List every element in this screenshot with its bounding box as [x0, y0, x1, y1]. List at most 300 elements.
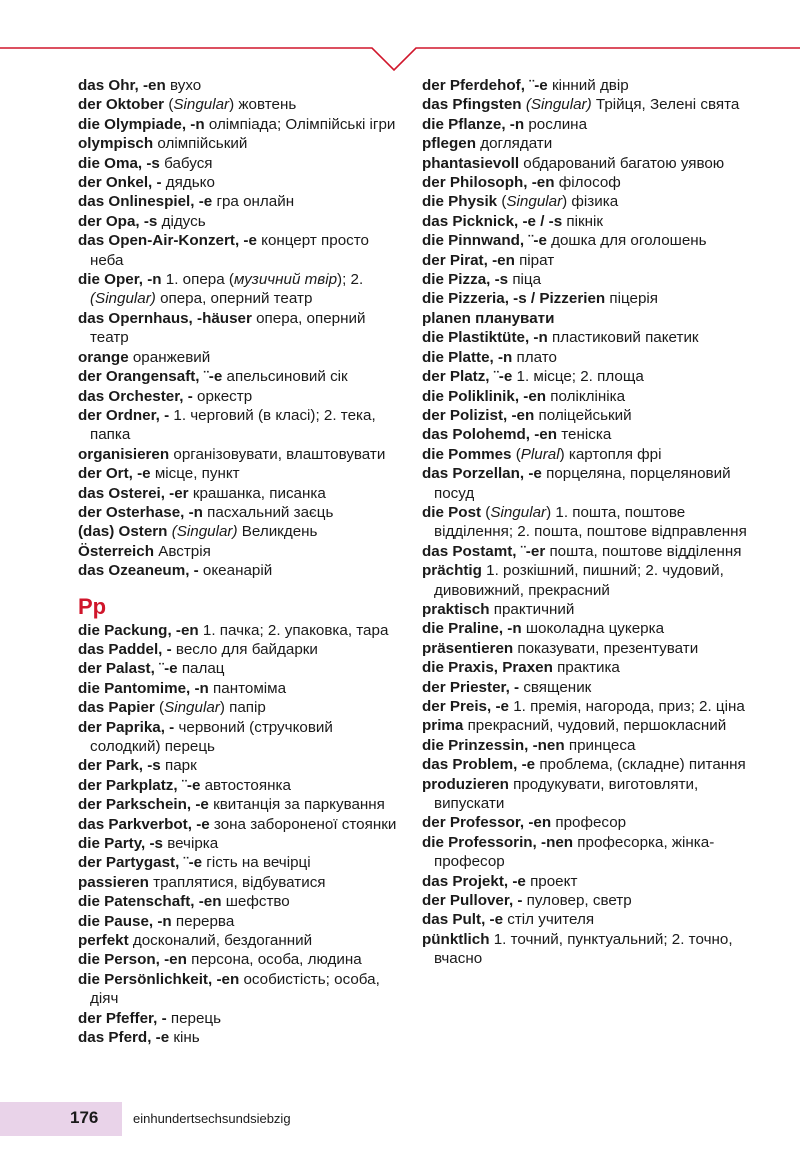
entry-grammar: -en	[487, 251, 515, 269]
entry-headword: die Platte,	[422, 348, 494, 366]
dictionary-entry	[78, 950, 400, 969]
entry-headword: die Physik	[422, 193, 498, 211]
entry-headword: der Partygast,	[78, 854, 180, 872]
entry-translation: поліцейський	[534, 406, 632, 424]
dictionary-entry	[78, 484, 400, 503]
entry-translation: зона забороненої стоянки	[209, 815, 397, 833]
dictionary-entry	[78, 815, 400, 834]
entry-headword: der Ordner,	[78, 406, 160, 424]
entry-translation: (Singular) Трійця, Зелені свята	[525, 96, 740, 114]
entry-translation: 1. черговий (в класі); 2. тека, папка	[90, 406, 376, 444]
entry-translation: проект	[525, 872, 578, 890]
dictionary-entry	[78, 76, 400, 95]
entry-translation: особистість; особа, діяч	[90, 970, 380, 1008]
entry-headword: der Orangensaft,	[78, 368, 200, 386]
entry-translation: парк	[160, 757, 197, 775]
entry-translation: шефство	[221, 893, 290, 911]
dictionary-entry	[422, 639, 752, 658]
entry-headword: das Onlinespiel,	[78, 193, 195, 211]
entry-translation: океанарій	[198, 562, 273, 580]
dictionary-entry	[78, 1009, 400, 1028]
entry-translation: вухо	[165, 77, 202, 94]
entry-headword: das Open-Air-Konzert,	[78, 232, 240, 250]
entry-headword: Österreich	[78, 542, 154, 560]
entry-translation: плато	[512, 348, 557, 366]
dictionary-entry	[78, 270, 400, 309]
entry-translation: пуловер, светр	[522, 892, 632, 910]
entry-headword: die Persönlichkeit,	[78, 970, 213, 988]
dictionary-entry	[422, 542, 752, 561]
dictionary-entry	[422, 173, 752, 192]
entry-grammar: -	[157, 1009, 167, 1027]
dictionary-entry	[422, 289, 752, 308]
entry-grammar: -n	[153, 912, 172, 930]
entry-translation: (Plural) картопля фрі	[511, 445, 662, 463]
dictionary-entry	[78, 154, 400, 173]
dictionary-entry	[78, 212, 400, 231]
page-number: 176	[70, 1108, 99, 1127]
entry-headword: das Pferd,	[78, 1029, 152, 1047]
entry-grammar: -en	[530, 426, 558, 444]
dictionary-entry	[422, 348, 752, 367]
entry-translation: стіл учителя	[503, 911, 595, 929]
entry-grammar: ¨-e	[524, 77, 548, 94]
dictionary-entry	[422, 658, 752, 677]
entry-translation: практика	[552, 659, 620, 677]
entry-headword: die Pflanze,	[422, 115, 506, 133]
entry-grammar: ¨-e	[199, 368, 223, 386]
entry-headword: die Oma,	[78, 154, 143, 172]
dictionary-entry	[78, 522, 400, 541]
entry-headword: der Palast,	[78, 660, 155, 678]
entry-translation: олімпійський	[153, 135, 248, 153]
entry-translation: прекрасний, чудовий, першокласний	[463, 717, 727, 735]
entry-headword: das Pult,	[422, 911, 486, 929]
dictionary-entry	[422, 736, 752, 755]
entry-headword: pflegen	[422, 135, 477, 153]
entry-grammar: -en	[194, 893, 222, 911]
dictionary-entry	[78, 445, 400, 464]
entries-o	[78, 76, 400, 581]
entry-headword: (das) Ostern	[78, 523, 168, 541]
entry-translation: бабуся	[159, 154, 213, 172]
entry-grammar: -en	[212, 970, 240, 988]
entry-headword: das Opernhaus,	[78, 309, 193, 327]
entry-translation: квитанція за паркування	[208, 796, 385, 814]
entry-translation: траплятися, відбуватися	[148, 873, 326, 891]
entry-translation: гра онлайн	[212, 193, 295, 211]
dictionary-entry	[422, 813, 752, 832]
entry-translation: весло для байдарки	[171, 640, 318, 658]
dictionary-entry	[422, 678, 752, 697]
dictionary-entry	[422, 755, 752, 774]
entry-headword: der Pferdehof,	[422, 77, 525, 94]
dictionary-entry	[78, 115, 400, 134]
entry-grammar: -e	[132, 465, 151, 483]
entry-headword: die Pantomime,	[78, 679, 191, 697]
dictionary-entry	[78, 231, 400, 270]
dictionary-entry	[78, 367, 400, 386]
entry-translation: автостоянка	[200, 776, 291, 794]
entry-grammar: ¨-e	[177, 776, 201, 794]
entry-translation: кінний двір	[547, 77, 629, 94]
entry-grammar: -s	[145, 835, 163, 853]
entry-grammar: -	[162, 640, 172, 658]
entry-grammar: -s	[490, 271, 509, 289]
entry-headword: olympisch	[78, 135, 154, 153]
entry-grammar: -s	[139, 212, 158, 230]
dictionary-entry	[78, 970, 400, 1009]
entry-grammar: -	[509, 678, 520, 696]
entry-headword: der Opa,	[78, 212, 140, 230]
entry-headword: passieren	[78, 873, 149, 891]
entry-headword: das Paddel,	[78, 640, 163, 658]
entry-translation: пластиковий пакетик	[547, 329, 699, 347]
dictionary-entry	[78, 659, 400, 678]
entry-translation: Австрія	[153, 542, 211, 560]
entry-headword: das Porzellan,	[422, 465, 525, 483]
entries-p	[78, 621, 400, 1048]
entry-headword: organisieren	[78, 445, 170, 463]
entry-grammar: ¨-e	[524, 232, 547, 250]
dictionary-entry	[422, 464, 752, 503]
dictionary-entry	[422, 697, 752, 716]
entry-grammar: -n	[190, 679, 209, 697]
entry-headword: pünktlich	[422, 930, 490, 948]
entry-translation: оркестр	[192, 387, 253, 405]
entry-translation: оранжевий	[128, 348, 211, 366]
dictionary-entry	[78, 621, 400, 640]
entry-headword: prima	[422, 717, 464, 735]
entry-headword: das Problem,	[422, 756, 518, 774]
entry-translation: пошта, поштове відділення	[545, 542, 742, 560]
dictionary-entry	[78, 542, 400, 561]
entry-headword: der Pfeffer,	[78, 1009, 158, 1027]
entry-grammar: -e	[485, 911, 504, 929]
entry-grammar: ¨-e	[179, 854, 203, 872]
entry-headword: der Priester,	[422, 678, 510, 696]
entry-translation: теніска	[557, 426, 612, 444]
dictionary-entry	[78, 698, 400, 717]
entry-translation: кінь	[169, 1029, 200, 1047]
entry-grammar: -e / -s	[518, 212, 563, 230]
entry-headword: das Osterei,	[78, 484, 165, 502]
entry-translation: 1. місце; 2. площа	[512, 368, 644, 386]
entry-headword: die Prinzessin,	[422, 736, 529, 754]
entry-headword: der Oktober	[78, 96, 165, 114]
entry-headword: die Patenschaft,	[78, 893, 195, 911]
entry-translation: поліклініка	[546, 387, 626, 405]
dictionary-entry	[422, 115, 752, 134]
entry-grammar: -en	[527, 174, 555, 192]
dictionary-entry	[78, 679, 400, 698]
entry-translation: червоний (стручковий солодкий) перець	[90, 718, 333, 755]
entry-headword: das Projekt,	[422, 872, 509, 890]
entry-headword: die Oper,	[78, 271, 143, 289]
entry-translation: проблема, (складне) питання	[535, 756, 746, 774]
entry-translation: перерва	[171, 912, 235, 930]
entry-headword: die Plastiktüte,	[422, 329, 530, 347]
dictionary-entry	[78, 795, 400, 814]
left-column	[78, 76, 400, 1048]
dictionary-entry	[422, 872, 752, 891]
entry-translation: принцеса	[564, 736, 636, 754]
footer-band	[0, 1102, 122, 1136]
entry-headword: der Park,	[78, 757, 144, 775]
entry-translation: 1. пачка; 2. упаковка, тара	[198, 621, 389, 639]
entry-grammar: ¨-er	[516, 542, 546, 560]
entry-headword: der Ort,	[78, 465, 133, 483]
entry-translation: продукувати, виготовляти, випускати	[434, 775, 699, 813]
entry-translation: олімпіада; Олімпійські ігри	[204, 115, 396, 133]
dictionary-entry	[422, 270, 752, 289]
dictionary-entry	[78, 931, 400, 950]
dictionary-entry	[78, 387, 400, 406]
dictionary-entry	[422, 134, 752, 153]
entry-headword: der Osterhase,	[78, 503, 185, 521]
entry-grammar: -e	[517, 756, 536, 774]
entry-grammar: -n	[186, 115, 205, 133]
dictionary-entry	[422, 833, 752, 872]
entry-translation: рослина	[524, 115, 588, 133]
entry-headword: das Orchester,	[78, 387, 184, 405]
entry-headword: produzieren	[422, 775, 509, 793]
entry-headword: das Parkverbot,	[78, 815, 192, 833]
entry-grammar: -s	[142, 154, 160, 172]
entry-grammar: -e	[239, 232, 257, 250]
entry-grammar: -er	[164, 484, 189, 502]
dictionary-entry	[422, 619, 752, 638]
entry-translation: гість на вечірці	[202, 854, 311, 872]
entry-translation: дідусь	[157, 212, 206, 230]
entry-translation: пірат	[514, 251, 555, 269]
entry-grammar: -s	[143, 757, 161, 775]
entry-translation: піца	[508, 271, 542, 289]
dictionary-entry	[78, 1028, 400, 1047]
entry-headword: die Poliklinik,	[422, 387, 520, 405]
dictionary-entry	[78, 912, 400, 931]
dictionary-entry	[422, 212, 752, 231]
dictionary-entry	[78, 406, 400, 445]
entry-translation: пантоміма	[208, 679, 287, 697]
right-column	[422, 76, 752, 969]
entry-translation: концерт просто неба	[90, 232, 369, 269]
entry-grammar: планувати	[470, 309, 555, 327]
entry-grammar: -	[189, 562, 199, 580]
entry-grammar: -e	[491, 698, 509, 715]
entry-translation: (Singular) Великдень	[171, 523, 318, 541]
entry-grammar: -e	[508, 872, 526, 890]
entry-translation: апельсиновий сік	[222, 368, 348, 386]
entry-headword: prächtig	[422, 562, 482, 580]
entry-translation: піцерія	[605, 290, 659, 308]
entry-headword: orange	[78, 348, 129, 366]
entry-grammar: -s / Pizzerien	[508, 290, 606, 308]
entry-translation: організовувати, влаштовувати	[169, 445, 386, 463]
dictionary-entry	[422, 775, 752, 814]
entry-grammar: -	[183, 387, 193, 405]
entry-translation: професор	[551, 814, 627, 832]
entry-headword: das Papier	[78, 699, 155, 717]
dictionary-entry	[78, 464, 400, 483]
dictionary-entry	[422, 561, 752, 600]
entry-grammar: -e	[191, 815, 210, 833]
entry-translation: обдарований багатою уявою	[519, 154, 725, 172]
entry-translation: 1. опера (музичний твір); 2. (Singular) опера, оперний театр	[90, 271, 364, 308]
entry-grammar: -en	[138, 77, 166, 94]
entry-grammar: -en	[159, 951, 187, 969]
entry-translation: (Singular) папір	[154, 699, 266, 717]
entry-translation: пасхальний заєць	[202, 503, 334, 521]
dictionary-entry	[78, 853, 400, 872]
entry-headword: präsentieren	[422, 639, 514, 657]
dictionary-entry	[78, 348, 400, 367]
entry-headword: das Postamt,	[422, 542, 517, 560]
dictionary-entry	[422, 95, 752, 114]
entry-headword: der Preis,	[422, 698, 492, 715]
entry-translation: 1. розкішний, пишний; 2. чудовий, дивовижний, прекрасний	[434, 562, 724, 599]
entry-grammar: -n	[184, 503, 203, 521]
entry-headword: phantasievoll	[422, 154, 520, 172]
entry-headword: die Olympiade,	[78, 115, 187, 133]
entry-grammar: -	[513, 892, 523, 910]
entry-grammar: -n	[505, 115, 525, 133]
entry-grammar: -häuser	[192, 309, 252, 327]
entry-grammar: -e	[194, 193, 213, 211]
entry-grammar: -e	[151, 1029, 170, 1047]
entry-headword: die Person,	[78, 951, 160, 969]
entry-translation: філософ	[554, 174, 621, 192]
entry-headword: planen	[422, 309, 471, 327]
dictionary-entry	[422, 503, 752, 542]
dictionary-entry	[78, 95, 400, 114]
dictionary-entry	[78, 892, 400, 911]
entry-translation: персона, особа, людина	[186, 951, 362, 969]
entry-translation: 1. точний, пунктуальний; 2. точно, вчасно	[434, 930, 733, 968]
entry-translation: доглядати	[476, 135, 553, 153]
entry-grammar: -e	[524, 465, 542, 483]
entry-headword: das Pfingsten	[422, 96, 522, 114]
dictionary-entry	[422, 387, 752, 406]
entry-translation: показувати, презентувати	[513, 639, 699, 657]
entry-grammar: -nen	[536, 833, 574, 851]
entry-headword: die Pizzeria,	[422, 290, 509, 308]
dictionary-entry	[422, 251, 752, 270]
entry-headword: das Ohr,	[78, 77, 139, 94]
entry-headword: die Praline,	[422, 620, 504, 638]
dictionary-entry	[422, 76, 752, 95]
dictionary-entry	[78, 756, 400, 775]
entry-translation: (Singular) жовтень	[164, 96, 297, 114]
dictionary-entry	[78, 503, 400, 522]
entry-translation: перець	[166, 1009, 222, 1027]
dictionary-entry	[78, 640, 400, 659]
entry-grammar: ¨-e	[154, 660, 178, 678]
entry-translation: палац	[177, 660, 225, 678]
entry-translation: крашанка, писанка	[188, 484, 326, 502]
dictionary-entry	[422, 154, 752, 173]
dictionary-entry	[78, 309, 400, 348]
entry-grammar: -en	[519, 387, 547, 405]
entry-translation: пікнік	[562, 212, 604, 230]
entry-grammar: -e	[191, 796, 209, 814]
dictionary-entry	[422, 716, 752, 735]
entry-grammar: -	[164, 718, 175, 736]
dictionary-entry	[422, 425, 752, 444]
dictionary-entry	[422, 910, 752, 929]
entry-headword: der Parkschein,	[78, 796, 192, 814]
entry-translation: місце, пункт	[150, 465, 240, 483]
entry-headword: der Platz,	[422, 368, 490, 386]
entry-translation: дошка для оголошень	[546, 232, 707, 250]
entry-headword: die Packung,	[78, 621, 172, 639]
entry-headword: das Ozeaneum,	[78, 562, 190, 580]
entry-headword: die Pizza,	[422, 271, 491, 289]
dictionary-entry	[422, 192, 752, 211]
entry-grammar: ¨-e	[489, 368, 513, 386]
dictionary-entry	[422, 600, 752, 619]
dictionary-entry	[78, 718, 400, 757]
entry-translation: (Singular) фізика	[497, 193, 619, 211]
entry-headword: der Polizist,	[422, 406, 508, 424]
entry-headword: der Onkel,	[78, 174, 153, 192]
entry-headword: perfekt	[78, 932, 129, 950]
dictionary-entry	[78, 192, 400, 211]
dictionary-entry	[422, 231, 752, 250]
entry-headword: der Pirat,	[422, 251, 488, 269]
dictionary-entry	[78, 134, 400, 153]
entry-headword: die Professorin,	[422, 833, 537, 851]
entry-translation: професорка, жінка-професор	[434, 833, 715, 871]
entry-grammar: -n	[493, 348, 513, 366]
entry-headword: der Philosoph,	[422, 174, 528, 192]
entry-headword: die Pinnwand,	[422, 232, 525, 250]
entry-headword: die Praxis, Praxen	[422, 659, 553, 677]
entry-headword: der Pullover,	[422, 892, 514, 910]
dictionary-entry	[422, 445, 752, 464]
dictionary-entry	[422, 930, 752, 969]
entry-grammar: -	[159, 406, 170, 424]
entry-headword: die Party,	[78, 835, 146, 853]
dictionary-entry	[78, 834, 400, 853]
entry-translation: шоколадна цукерка	[521, 620, 665, 638]
entry-translation: (Singular) 1. пошта, поштове відділення; 2. пошта, поштове відправлення	[434, 503, 747, 541]
entry-headword: praktisch	[422, 600, 490, 618]
letter-heading: Pp	[78, 593, 107, 619]
top-rule-line	[0, 48, 800, 70]
entry-headword: die Pause,	[78, 912, 154, 930]
entry-headword: der Paprika,	[78, 718, 165, 736]
entry-headword: die Pommes	[422, 445, 512, 463]
entry-translation: 1. премія, нагорода, приз; 2. ціна	[508, 698, 745, 715]
entries-p-continued	[422, 76, 752, 969]
dictionary-entry	[78, 173, 400, 192]
dictionary-entry	[422, 891, 752, 910]
entry-translation: опера, оперний театр	[90, 309, 366, 347]
entry-grammar: -en	[171, 621, 199, 639]
entry-translation: дядько	[161, 174, 215, 192]
entry-headword: das Picknick,	[422, 212, 519, 230]
entry-headword: der Professor,	[422, 814, 525, 832]
page-number-word: einhundertsechsundsiebzig	[133, 1111, 291, 1126]
entry-translation: порцеляна, порцеляновий посуд	[434, 465, 731, 502]
entry-grammar: -n	[143, 271, 162, 289]
dictionary-entry	[422, 367, 752, 386]
entry-grammar: -	[152, 174, 162, 192]
dictionary-entry	[422, 406, 752, 425]
entry-translation: вечірка	[162, 835, 219, 853]
entry-grammar: -n	[503, 620, 522, 638]
